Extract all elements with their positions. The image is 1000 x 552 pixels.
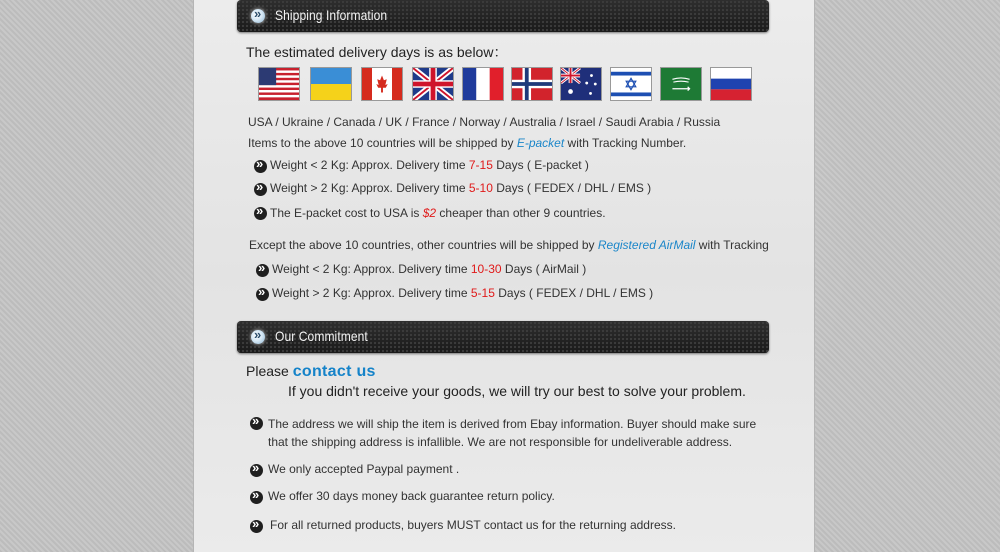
commitment-item [268, 415, 756, 451]
epacket-item [270, 181, 651, 195]
airmail-intro-text: Except the above 10 countries, other countries will be shipped by [249, 238, 598, 252]
commitment-item: We offer 30 days money back guarantee return policy. [268, 489, 555, 503]
item-text: Weight > 2 Kg: Approx. Delivery time [270, 181, 469, 195]
delivery-days: 10-30 [470, 262, 502, 276]
israel-flag-icon [610, 67, 652, 101]
airmail-intro-suffix: with Tracking [695, 238, 769, 252]
arrow-bullet-icon [250, 520, 263, 533]
registered-airmail-link[interactable]: Registered AirMail [597, 238, 696, 252]
chevron-bullet-icon [251, 9, 265, 23]
arrow-bullet-icon [254, 207, 267, 220]
contact-us-link[interactable]: contact us [292, 363, 376, 380]
france-flag-icon [462, 67, 504, 101]
shipping-info-title: Shipping Information [275, 7, 388, 23]
arrow-bullet-icon [250, 417, 263, 430]
epacket-item [270, 158, 589, 172]
ukraine-flag-icon [310, 67, 352, 101]
airmail-item [272, 286, 653, 300]
airmail-item [272, 262, 586, 276]
shipping-info-header [237, 0, 769, 32]
arrow-bullet-icon [250, 491, 263, 504]
item-suffix: cheaper than other 9 countries. [436, 206, 606, 220]
chevron-bullet-icon [251, 330, 265, 344]
epacket-link[interactable]: E-packet [516, 136, 565, 150]
item-text: Weight < 2 Kg: Approx. Delivery time [270, 158, 469, 172]
norway-flag-icon [511, 67, 553, 101]
canada-flag-icon [361, 67, 403, 101]
country-list: USA / Ukraine / Canada / UK / France / Norway / Australia / Israel / Saudi Arabia / Russia [248, 115, 721, 129]
arrow-bullet-icon [254, 183, 267, 196]
item-text: The E-packet cost to USA is [270, 206, 423, 220]
commitment-subline: If you didn't receive your goods, we will try our best to solve your problem. [288, 383, 746, 399]
delivery-intro: The estimated delivery days is as below： [246, 44, 508, 60]
item-text: Weight > 2 Kg: Approx. Delivery time [272, 286, 471, 300]
uk-flag-icon [412, 67, 454, 101]
arrow-bullet-icon [250, 464, 263, 477]
item-suffix: Days ( FEDEX / DHL / EMS ) [494, 286, 654, 300]
item-suffix: Days ( AirMail ) [501, 262, 587, 276]
epacket-intro-text: Items to the above 10 countries will be shipped by [248, 136, 517, 150]
price-difference: $2 [422, 206, 437, 220]
arrow-bullet-icon [256, 264, 269, 277]
item-text: Weight < 2 Kg: Approx. Delivery time [272, 262, 471, 276]
commitment-item-line: that the shipping address is infallible. We are not responsible for undeliverable address. [268, 435, 733, 449]
arrow-bullet-icon [256, 288, 269, 301]
epacket-intro-suffix: with Tracking Number. [564, 136, 687, 150]
delivery-days: 5-10 [468, 181, 493, 195]
item-suffix: Days ( FEDEX / DHL / EMS ) [492, 181, 652, 195]
airmail-intro [249, 238, 769, 252]
saudi-arabia-flag-icon [660, 67, 702, 101]
commitment-header [237, 321, 769, 353]
usa-flag-icon [258, 67, 300, 101]
epacket-item [270, 206, 606, 220]
commitment-item: We only accepted Paypal payment . [268, 462, 460, 476]
commitment-item-line: The address we will ship the item is derived from Ebay information. Buyer should make sure [268, 417, 757, 431]
contact-line [246, 363, 376, 381]
russia-flag-icon [710, 67, 752, 101]
arrow-bullet-icon [254, 160, 267, 173]
delivery-days: 7-15 [468, 158, 493, 172]
delivery-days: 5-15 [470, 286, 495, 300]
please-text: Please [246, 363, 293, 379]
australia-flag-icon [560, 67, 602, 101]
item-suffix: Days ( E-packet ) [492, 158, 589, 172]
commitment-title: Our Commitment [275, 328, 368, 344]
epacket-intro [248, 136, 686, 150]
commitment-item: For all returned products, buyers MUST contact us for the returning address. [270, 518, 676, 532]
